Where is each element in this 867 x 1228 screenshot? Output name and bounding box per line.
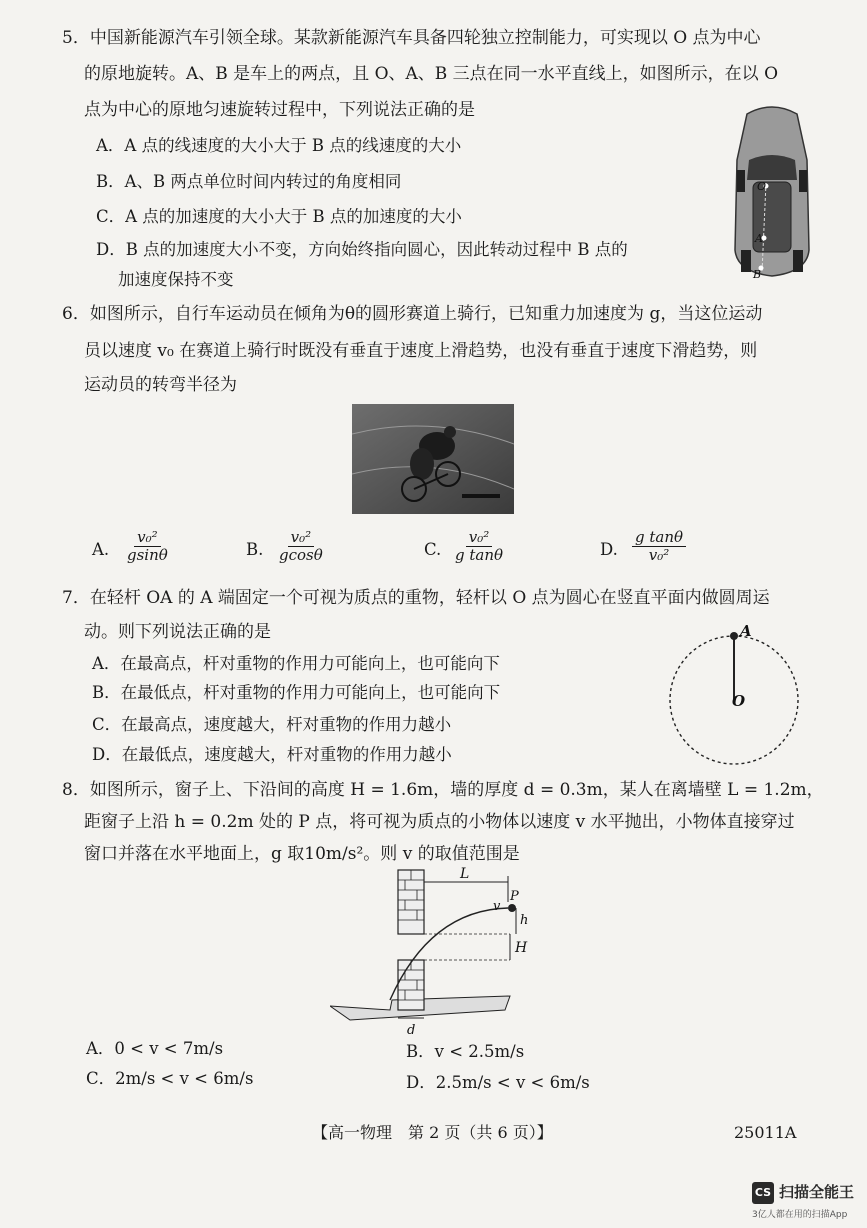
- q8-label-h: h: [520, 913, 529, 928]
- q8-option-a: A．0 < v < 7m/s: [86, 1039, 224, 1058]
- circular-motion-figure: [660, 620, 820, 780]
- page-footer-label: 【高一物理 第 2 页（共 6 页）】: [312, 1123, 553, 1142]
- q7-option-c: C．在最高点，速度越大，杆对重物的作用力越小: [92, 715, 452, 734]
- cyclist-photo: [352, 404, 514, 514]
- q7-option-d: D．在最低点，速度越大，杆对重物的作用力越小: [92, 745, 452, 764]
- q6-option-c-label: C.: [424, 540, 442, 559]
- q7-stem-line-1: 7．在轻杆 OA 的 A 端固定一个可视为质点的重物，轻杆以 O 点为圆心在竖直平面内做圆周运: [62, 588, 770, 608]
- window-projectile-figure: [330, 860, 540, 1040]
- q7-option-a: A．在最高点，杆对重物的作用力可能向上，也可能向下: [92, 654, 500, 673]
- watermark-tagline: 3亿人都在用的扫描App: [752, 1210, 848, 1220]
- q6-stem-line-1: 6．如图所示，自行车运动员在倾角为θ的圆形赛道上骑行，已知重力加速度为 g，当这位运动: [62, 304, 763, 324]
- q8-option-c: C．2m/s < v < 6m/s: [86, 1069, 254, 1088]
- q5-option-d-line-2: 加速度保持不变: [118, 270, 234, 289]
- q8-stem-line-1: 8．如图所示，窗子上、下沿间的高度 H = 1.6m，墙的厚度 d = 0.3m，某人在离墙壁 L = 1.2m，: [62, 780, 824, 800]
- q5-option-b: B．A、B 两点单位时间内转过的角度相同: [96, 172, 402, 191]
- q6-stem-line-2: 员以速度 v₀ 在赛道上骑行时既没有垂直于速度上滑趋势，也没有垂直于速度下滑趋势，则: [84, 341, 758, 361]
- q8-stem-line-3: 窗口并落在水平地面上，g 取10m/s²。则 v 的取值范围是: [84, 844, 520, 864]
- q8-label-v: v: [493, 899, 501, 914]
- q6-option-a-denominator: gsinθ: [127, 546, 168, 564]
- q8-stem-line-2: 距窗子上沿 h = 0.2m 处的 P 点，将可视为质点的小物体以速度 v 水平抛出，小物体直接穿过: [84, 812, 795, 832]
- q6-option-a-label: A.: [92, 540, 110, 559]
- q6-option-c-denominator: g tanθ: [455, 546, 504, 564]
- q8-label-d: d: [407, 1023, 416, 1038]
- q5-option-a: A．A 点的线速度的大小大于 B 点的线速度的大小: [96, 136, 462, 155]
- car-top-view-figure: [727, 100, 817, 282]
- q6-option-d-denominator: v₀²: [648, 546, 670, 564]
- q7-stem-line-2: 动。则下列说法正确的是: [84, 622, 271, 642]
- q6-option-d-numerator: g tanθ: [632, 529, 686, 547]
- q8-label-big-h: H: [515, 940, 528, 956]
- paper-code: 25011A: [734, 1123, 797, 1142]
- car-label-o: O: [757, 180, 767, 193]
- car-label-b: B: [753, 268, 762, 281]
- q5-stem-line-2: 的原地旋转。A、B 是车上的两点，且 O、A、B 三点在同一水平直线上，如图所示，在以 O: [84, 64, 779, 84]
- q6-option-b-denominator: gcosθ: [279, 546, 323, 564]
- scanner-watermark: [752, 1180, 864, 1224]
- q8-label-p: P: [510, 889, 519, 904]
- q8-option-d: D．2.5m/s < v < 6m/s: [406, 1073, 590, 1092]
- watermark-app-name: 扫描全能王: [779, 1183, 855, 1201]
- q8-option-b: B．v < 2.5m/s: [406, 1042, 525, 1061]
- q7-label-o: O: [732, 692, 746, 710]
- q6-option-b-label: B.: [246, 540, 264, 559]
- camscanner-logo-icon: CS: [752, 1182, 774, 1204]
- q6-option-d-label: D.: [600, 540, 618, 559]
- q8-label-l: L: [460, 866, 470, 882]
- q7-option-b: B．在最低点，杆对重物的作用力可能向上，也可能向下: [92, 683, 501, 702]
- q6-option-b-numerator: v₀²: [288, 529, 315, 547]
- q5-option-c: C．A 点的加速度的大小大于 B 点的加速度的大小: [96, 207, 462, 226]
- q5-option-d-line-1: D．B 点的加速度大小不变，方向始终指向圆心，因此转动过程中 B 点的: [96, 240, 628, 259]
- q5-stem-line-1: 5．中国新能源汽车引领全球。某款新能源汽车具备四轮独立控制能力，可实现以 O 点为中心: [62, 28, 761, 48]
- car-label-a: A: [755, 232, 763, 245]
- q5-stem-line-3: 点为中心的原地匀速旋转过程中，下列说法正确的是: [84, 100, 475, 120]
- q6-option-c-numerator: v₀²: [466, 529, 493, 547]
- q7-label-a: A: [740, 622, 752, 640]
- q6-option-a-numerator: v₀²: [134, 529, 161, 547]
- q6-stem-line-3: 运动员的转弯半径为: [84, 375, 237, 395]
